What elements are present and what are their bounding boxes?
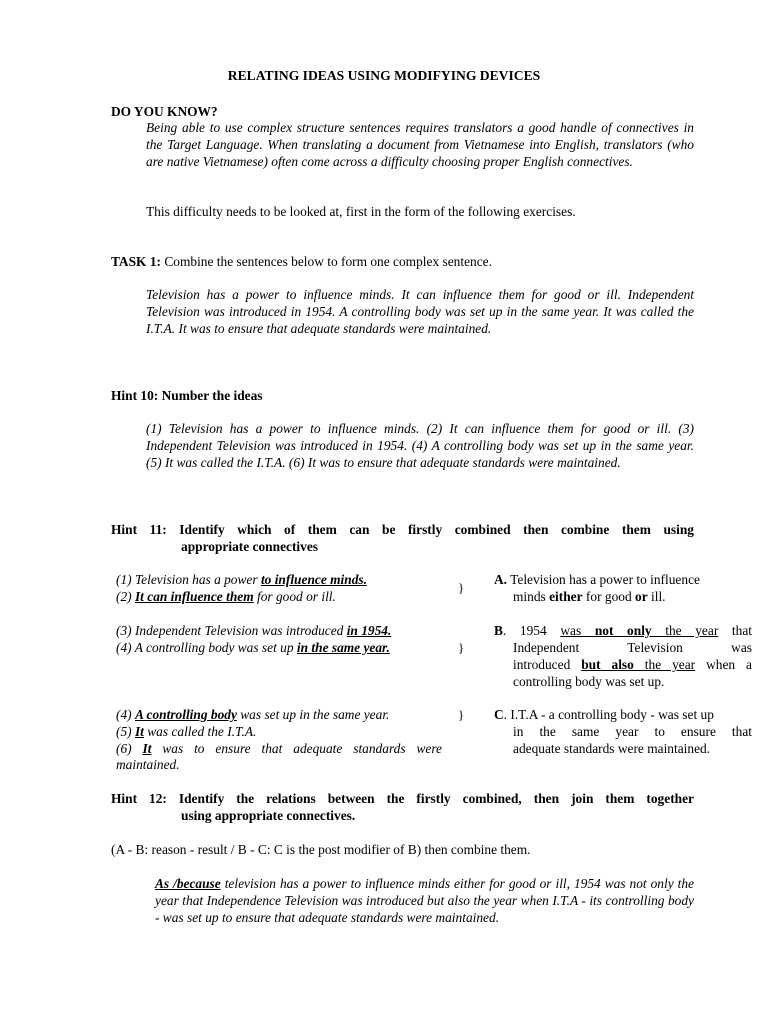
idea-4b: (4) A controlling body was set up in the same year.	[116, 707, 390, 722]
hint12-answer: As /because television has a power to influence minds either for good or ill, 1954 was not only the year that Independence Television was introduced but also the year when I.T.A - its controlling body - was set up to ensure that adequate standards were maintained.	[155, 876, 694, 925]
idea-group-1	[116, 572, 446, 606]
combined-c-letter: C	[494, 707, 504, 722]
hint11-heading-line1: Hint 11: Identify which of them can be firstly combined then combine them using	[111, 522, 694, 537]
combined-c-line1: C. I.T.A - a controlling body - was set up	[494, 707, 714, 722]
idea-6: (6) It was to ensure that adequate standards were	[116, 740, 442, 756]
idea-4b-underlined: A controlling body	[134, 707, 237, 722]
brace-3: }	[458, 707, 465, 722]
combined-b-line3: introduced but also the year when a	[513, 657, 752, 672]
idea-5: (5) It was called the I.T.A.	[116, 723, 257, 739]
idea-1: (1) Television has a power to influence minds.	[116, 572, 367, 587]
idea-group-2	[116, 623, 446, 657]
combined-a-letter: A.	[494, 572, 508, 587]
task1-instruction: Combine the sentences below to form one complex sentence.	[164, 254, 492, 269]
idea-1-underlined: to influence minds.	[260, 572, 367, 587]
idea-4: (4) A controlling body was set up in the same year.	[116, 639, 390, 655]
idea-3-underlined: in 1954.	[346, 623, 392, 638]
idea-5-underlined: It	[134, 723, 144, 739]
combined-b-line1: B. 1954 was not only the year that	[494, 623, 752, 638]
task1-label: TASK 1:	[111, 254, 161, 269]
hint12-relation: (A - B: reason - result / B - C: C is the post modifier of B) then combine them.	[111, 842, 531, 857]
task1-line	[111, 254, 492, 271]
task1-text: Television has a power to influence minds. It can influence them for good or ill. Independent Television was introduced in 1954. A controlling body was set up in the same year. It was called the I.T.A. It was to ensure that adequate standards were maintained.	[146, 287, 694, 336]
brace-2: }	[458, 640, 465, 655]
hint11-heading-line2: appropriate connectives	[181, 539, 318, 554]
page-title: RELATING IDEAS USING MODIFYING DEVICES	[227, 68, 541, 83]
idea-6-underlined: It	[142, 740, 152, 756]
idea-2-underlined: It can influence them	[134, 588, 254, 604]
idea-2: (2) It can influence them for good or ill.	[116, 588, 336, 604]
idea-group-3	[116, 707, 442, 774]
hint12-heading-line2: using appropriate connectives.	[181, 808, 356, 823]
do-you-know-heading: DO YOU KNOW?	[111, 104, 218, 119]
do-you-know-note: This difficulty needs to be looked at, first in the form of the following exercises.	[146, 204, 576, 219]
combined-b-letter: B	[494, 623, 503, 638]
brace-1: }	[458, 580, 465, 595]
idea-4-underlined: in the same year.	[296, 639, 390, 655]
combined-a-line1: A. Television has a power to influence	[494, 572, 700, 587]
hint10-text: (1) Television has a power to influence minds. (2) It can influence them for good or ill. (3) Independent Television was introduced in 1954. (4) A controlling body was set up in the same year. (5) It was called the I.T.A. (6) It was to ensure that adequate standards were maintained.	[146, 421, 694, 470]
do-you-know-paragraph: Being able to use complex structure sentences requires translators a good handle of connectives in the Target Language. When translating a document from Vietnamese into English, translators (who are native Vietnamese) often come across a difficulty choosing proper English connectives.	[146, 120, 694, 169]
combined-c-line2: in the same year to ensure that	[513, 724, 752, 739]
idea-3: (3) Independent Television was introduced in 1954.	[116, 623, 392, 638]
hint12-heading-line1: Hint 12: Identify the relations between the firstly combined, then join them together	[111, 791, 694, 806]
idea-6-cont: maintained.	[116, 757, 180, 773]
combined-a-line2: minds either for good or ill.	[513, 589, 666, 604]
combined-b-line2: Independent Television was	[513, 640, 752, 655]
answer-connective: As /because	[155, 876, 221, 891]
combined-b-line4: controlling body was set up.	[513, 674, 665, 689]
hint10-heading: Hint 10: Number the ideas	[111, 388, 263, 403]
combined-c-line3: adequate standards were maintained.	[513, 741, 711, 756]
